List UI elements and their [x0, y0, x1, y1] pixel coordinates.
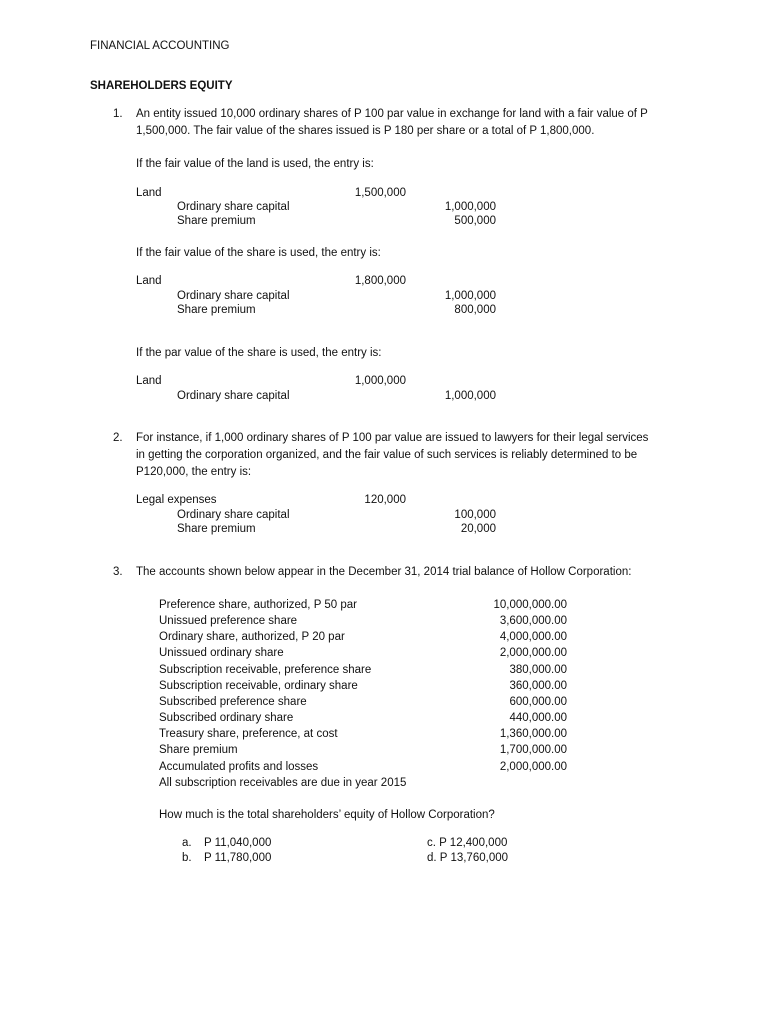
trial-balance-amount: 4,000,000.00 — [499, 631, 567, 643]
trial-balance-amount: 3,600,000.00 — [499, 615, 567, 627]
trial-balance-amount: 1,700,000.00 — [499, 744, 567, 756]
q3-question: How much is the total shareholders’ equity of Hollow Corporation? — [159, 809, 495, 821]
trial-balance-amount: 1,360,000.00 — [499, 728, 567, 740]
journal-account: Land — [136, 275, 162, 287]
journal-account: Share premium — [177, 523, 256, 535]
q1-entry3-intro: If the par value of the share is used, the entry is: — [136, 347, 382, 359]
journal-credit: 100,000 — [454, 509, 496, 521]
journal-credit: 20,000 — [460, 523, 496, 535]
trial-balance-account: Subscription receivable, preference share — [159, 664, 372, 676]
choice-label: a. — [182, 837, 192, 849]
journal-account: Ordinary share capital — [177, 201, 290, 213]
journal-account: Share premium — [177, 215, 256, 227]
journal-credit: 1,000,000 — [444, 290, 496, 302]
choice-a: P 11,040,000 — [204, 837, 272, 849]
trial-balance-account: Unissued preference share — [159, 615, 298, 627]
choice-b: P 11,780,000 — [204, 852, 272, 864]
trial-balance-amount: 360,000.00 — [509, 680, 567, 692]
trial-balance-account: Accumulated profits and losses — [159, 761, 319, 773]
trial-balance-amount: 600,000.00 — [509, 696, 567, 708]
journal-account: Land — [136, 375, 162, 387]
journal-debit: 1,000,000 — [354, 375, 406, 387]
trial-balance-amount: 10,000,000.00 — [493, 599, 567, 611]
journal-credit: 500,000 — [454, 215, 496, 227]
q2-number: 2. — [113, 432, 123, 444]
q1-entry1-intro: If the fair value of the land is used, the entry is: — [136, 158, 374, 170]
journal-account: Legal expenses — [136, 494, 217, 506]
trial-balance-account: Share premium — [159, 744, 238, 756]
journal-account: Ordinary share capital — [177, 509, 290, 521]
q3-text: The accounts shown below appear in the December 31, 2014 trial balance of Hollow Corporation: — [136, 566, 632, 578]
journal-account: Ordinary share capital — [177, 390, 290, 402]
journal-account: Share premium — [177, 304, 256, 316]
trial-balance-amount: 440,000.00 — [509, 712, 567, 724]
journal-credit: 1,000,000 — [444, 201, 496, 213]
trial-balance-amount: 380,000.00 — [509, 664, 567, 676]
q1-number: 1. — [113, 108, 123, 120]
journal-credit: 800,000 — [454, 304, 496, 316]
journal-account: Land — [136, 187, 162, 199]
section-title: SHAREHOLDERS EQUITY — [90, 80, 233, 92]
choice-d: d. P 13,760,000 — [427, 852, 508, 864]
trial-balance-account: Subscribed preference share — [159, 696, 307, 708]
choice-c: c. P 12,400,000 — [427, 837, 508, 849]
trial-balance-account: Ordinary share, authorized, P 20 par — [159, 631, 345, 643]
trial-balance-amount: 2,000,000.00 — [499, 647, 567, 659]
q2-text: For instance, if 1,000 ordinary shares of P 100 par value are issued to lawyers for their legal services in getting the corporation organized, and the fair value of such services is reliably determined to be P120,000, the entry is: — [136, 432, 649, 478]
trial-balance-account: Unissued ordinary share — [159, 647, 284, 659]
trial-balance-account: Treasury share, preference, at cost — [159, 728, 338, 740]
trial-balance-amount: 2,000,000.00 — [499, 761, 567, 773]
trial-balance-account: Subscription receivable, ordinary share — [159, 680, 358, 692]
trial-balance-account: Subscribed ordinary share — [159, 712, 294, 724]
choice-label: b. — [182, 852, 192, 864]
q1-text: An entity issued 10,000 ordinary shares of P 100 par value in exchange for land with a fair value of P 1,500,000. The fair value of the shares issued is P 180 per share or a total of P 1,800,000. — [136, 108, 648, 137]
course-title: FINANCIAL ACCOUNTING — [90, 40, 230, 52]
journal-credit: 1,000,000 — [444, 390, 496, 402]
journal-debit: 1,500,000 — [354, 187, 406, 199]
trial-balance-note: All subscription receivables are due in year 2015 — [159, 777, 407, 789]
journal-debit: 120,000 — [364, 494, 406, 506]
trial-balance-account: Preference share, authorized, P 50 par — [159, 599, 357, 611]
journal-account: Ordinary share capital — [177, 290, 290, 302]
q3-number: 3. — [113, 566, 123, 578]
q1-entry2-intro: If the fair value of the share is used, the entry is: — [136, 247, 381, 259]
journal-debit: 1,800,000 — [354, 275, 406, 287]
